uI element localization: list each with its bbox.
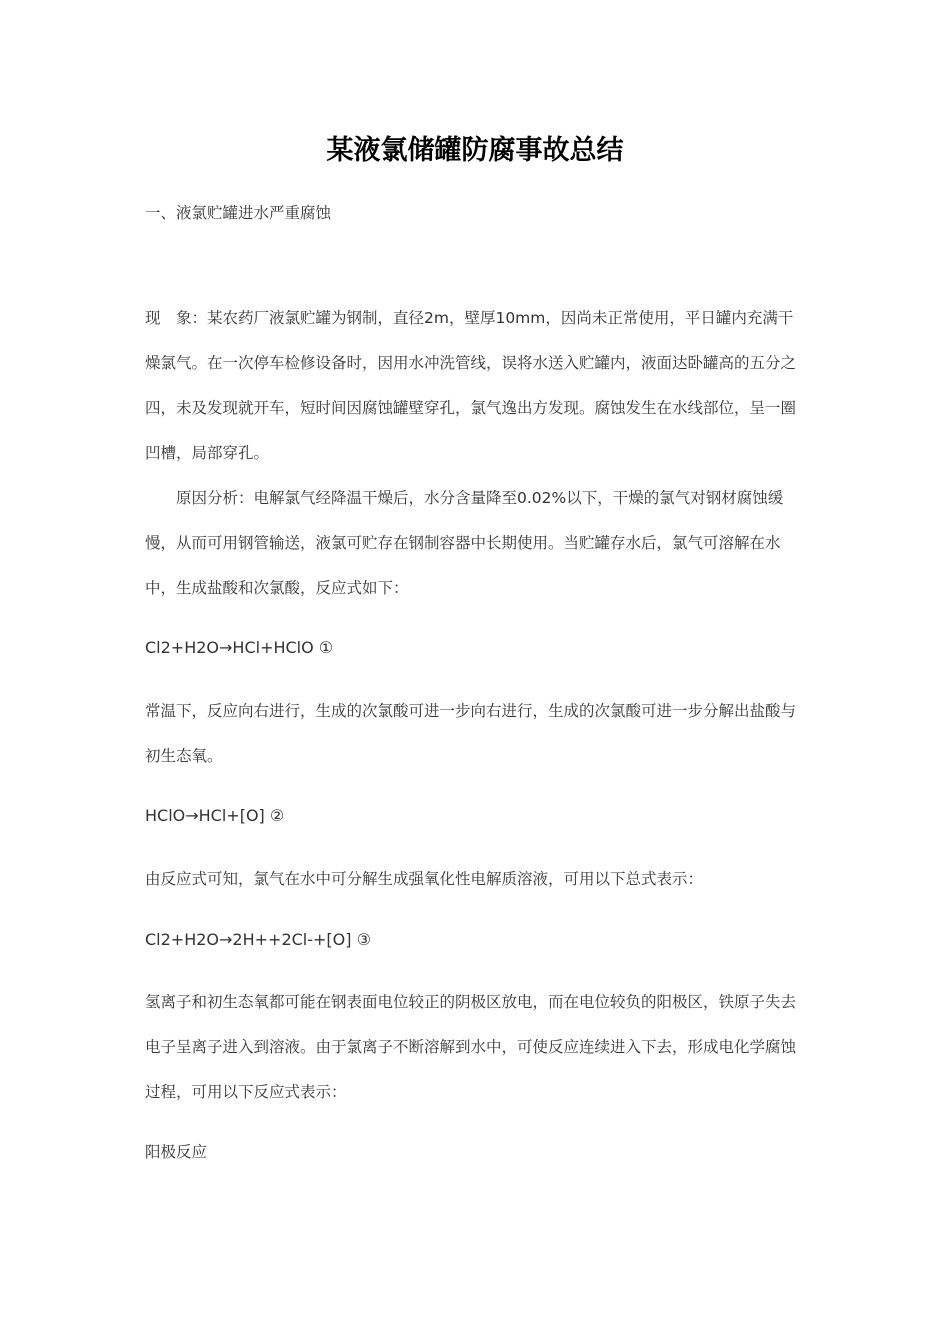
paragraph-cause-analysis: 原因分析：电解氯气经降温干燥后，水分含量降至0.02%以下，干燥的氯气对钢材腐蚀缓慢，从而可用钢管输送，液氯可贮存在钢制容器中长期使用。当贮罐存水后，氯气可溶解在水中，生成盐酸和次氯酸，反应式如下： [145, 489, 784, 597]
formula-2: HClO→HCl+[O] ② [145, 806, 285, 825]
anode-reaction-label: 阳极反应 [145, 1143, 208, 1161]
document-title: 某液氯储罐防腐事故总结 [326, 135, 624, 166]
paragraph-electrochemical: 氢离子和初生态氧都可能在钢表面电位较正的阴极区放电，而在电位较负的阳极区，铁原子失去电子呈离子进入到溶液。由于氯离子不断溶解到水中，可使反应连续进入下去，形成电化学腐蚀过程，可用以下反应式表示： [145, 993, 797, 1101]
paragraph-total-equation: 由反应式可知，氯气在水中可分解生成强氧化性电解质溶液，可用以下总式表示： [145, 870, 704, 888]
formula-3: Cl2+H2O→2H++2Cl-+[O] ③ [145, 930, 371, 949]
section-heading: 一、液氯贮罐进水严重腐蚀 [145, 204, 332, 222]
paragraph-phenomenon: 现 象：某农药厂液氯贮罐为钢制，直径2m，壁厚10mm，因尚未正常使用，平日罐内充满干燥氯气。在一次停车检修设备时，因用水冲洗管线，误将水送入贮罐内，液面达卧罐高的五分之四，未及发现就开车，短时间因腐蚀罐壁穿孔，氯气逸出方发现。腐蚀发生在水线部位，呈一圈凹槽，局部穿孔。 [145, 309, 797, 462]
formula-1: Cl2+H2O→HCl+HClO ① [145, 638, 334, 657]
paragraph-normal-temperature: 常温下，反应向右进行，生成的次氯酸可进一步向右进行，生成的次氯酸可进一步分解出盐酸与初生态氧。 [145, 702, 797, 765]
